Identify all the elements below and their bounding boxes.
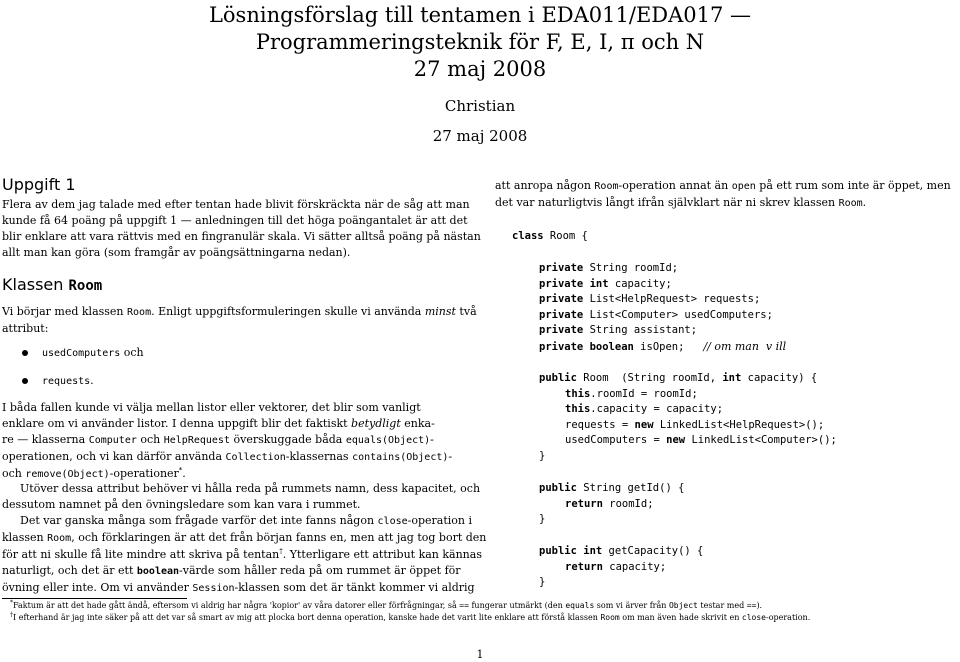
text-line: attribut: bbox=[2, 322, 49, 335]
text-line: dessutom namnet på den övningsledare som kan vara i rummet. bbox=[2, 498, 361, 511]
text-line: Det var ganska många som frågade varför det inte fanns någon close-operation i bbox=[20, 514, 473, 527]
code-line: this.capacity = capacity; bbox=[565, 403, 724, 415]
list-item: usedComputers och bbox=[22, 345, 144, 362]
text-line: allt man kan göra (som framgår av poängsättningarna nedan). bbox=[2, 246, 351, 259]
code-line: private int capacity; bbox=[539, 278, 672, 290]
text-line: re — klasserna Computer och HelpRequest överskuggade båda equals(Object)- bbox=[2, 433, 434, 446]
text-line: I båda fallen kunde vi välja mellan listor eller vektorer, det blir som vanligt bbox=[2, 401, 421, 414]
right-paragraph bbox=[495, 178, 960, 212]
footnote-rule bbox=[2, 598, 187, 599]
code-line: return capacity; bbox=[565, 561, 667, 573]
code-line: private String roomId; bbox=[539, 262, 679, 274]
code-line: } bbox=[539, 513, 546, 525]
code-line: private boolean isOpen; // om man v ill bbox=[539, 340, 787, 353]
text-line: för att ni skulle få lite mindre att skriva på tentan†. Ytterligare ett attribut kan kännas bbox=[2, 547, 482, 561]
code-line: } bbox=[539, 576, 546, 588]
code-line: class Room { bbox=[512, 230, 588, 242]
code-line: this.roomId = roomId; bbox=[565, 388, 698, 400]
code-line: private String assistant; bbox=[539, 324, 698, 336]
title-line-3: 27 maj 2008 bbox=[413, 57, 547, 81]
section-heading-uppgift-1: Uppgift 1 bbox=[2, 175, 76, 194]
code-line: public String getId() { bbox=[539, 482, 685, 494]
paragraph-3 bbox=[2, 481, 481, 513]
code-line: private List<HelpRequest> requests; bbox=[539, 293, 761, 305]
heading-code: Room bbox=[68, 278, 103, 294]
text-line: och remove(Object)-operationer*. bbox=[2, 466, 186, 480]
footnote-2: †I efterhand är jag inte säker på att det var så smart av mig att plocka bort denna operation, kanske hade det varit lite enklare att förstå klassen Room om man även hade skrivit en close-operation. bbox=[10, 611, 811, 622]
section1-paragraph bbox=[2, 197, 481, 261]
title-line-1: Lösningsförslag till tentamen i EDA011/EDA017 — bbox=[208, 3, 752, 27]
footnote-1: *Faktum är att det hade gått ändå, eftersom vi aldrig har några 'kopior' av våra datorer eller förfrågningar, så == fungerar utmärkt (den equals som vi ärver från Object testar med ==). bbox=[10, 599, 763, 610]
date: 27 maj 2008 bbox=[432, 127, 528, 145]
code-line: } bbox=[539, 450, 546, 462]
text-line: Flera av dem jag talade med efter tentan hade blivit förskräckta när de såg att man bbox=[2, 198, 470, 211]
text-line: Vi börjar med klassen Room. Enligt uppgiftsformuleringen skulle vi använda minst två bbox=[2, 305, 477, 318]
paragraph-2 bbox=[2, 400, 470, 483]
bullet-icon bbox=[22, 378, 28, 384]
code-line: private List<Computer> usedComputers; bbox=[539, 309, 773, 321]
text-line: klassen Room, och förklaringen är att det från början fanns en, men att jag tog bort den bbox=[2, 531, 487, 544]
text-line: Utöver dessa attribut behöver vi hålla reda på rummets namn, dess kapacitet, och bbox=[20, 482, 481, 495]
paragraph-4 bbox=[2, 513, 487, 597]
title-line-2: Programmeringsteknik för F, E, I, π och N bbox=[255, 30, 705, 54]
footnote-ref: * bbox=[178, 466, 183, 475]
code-line: public int getCapacity() { bbox=[539, 545, 704, 557]
code-line: usedComputers = new LinkedList<Computer>(); bbox=[565, 434, 837, 446]
text-line: blir enklare att vara rättvis med en fingranulär skala. Vi sätter alltså poäng på nästan bbox=[2, 230, 481, 243]
bullet-icon bbox=[22, 350, 28, 356]
footnote-ref: † bbox=[279, 547, 283, 556]
code-line: public Room (String roomId, int capacity) { bbox=[539, 372, 818, 384]
text-line: operationen, och vi kan därför använda Collection-klassernas contains(Object)- bbox=[2, 450, 453, 463]
section-heading-klassen-room bbox=[2, 275, 102, 294]
text-line: naturligt, och det är ett boolean-värde som håller reda på om rummet är öppet för bbox=[2, 564, 461, 577]
text-line: enklare om vi använder listor. I denna uppgift blir det faktiskt betydligt enka- bbox=[2, 417, 435, 430]
text-line: kunde få 64 poäng på uppgift 1 — anledningen till det höga poängantalet är att det bbox=[2, 214, 468, 227]
text-line: att anropa någon Room-operation annat än open på ett rum som inte är öppet, men bbox=[495, 179, 951, 192]
code-line: requests = new LinkedList<HelpRequest>(); bbox=[565, 419, 825, 431]
page-number: 1 bbox=[476, 648, 484, 661]
author: Christian bbox=[444, 97, 516, 115]
text-line: övning eller inte. Om vi använder Session-klassen som det är tänkt kommer vi aldrig bbox=[2, 581, 475, 594]
intro-paragraph bbox=[2, 304, 477, 337]
heading-text: Klassen bbox=[2, 275, 64, 294]
list-item: requests. bbox=[22, 373, 94, 390]
text-line: det var naturligtvis långt ifrån självklart när ni skrev klassen Room. bbox=[495, 196, 867, 209]
code-comment: // om man v ill bbox=[703, 340, 787, 353]
code-line: return roomId; bbox=[565, 498, 654, 510]
